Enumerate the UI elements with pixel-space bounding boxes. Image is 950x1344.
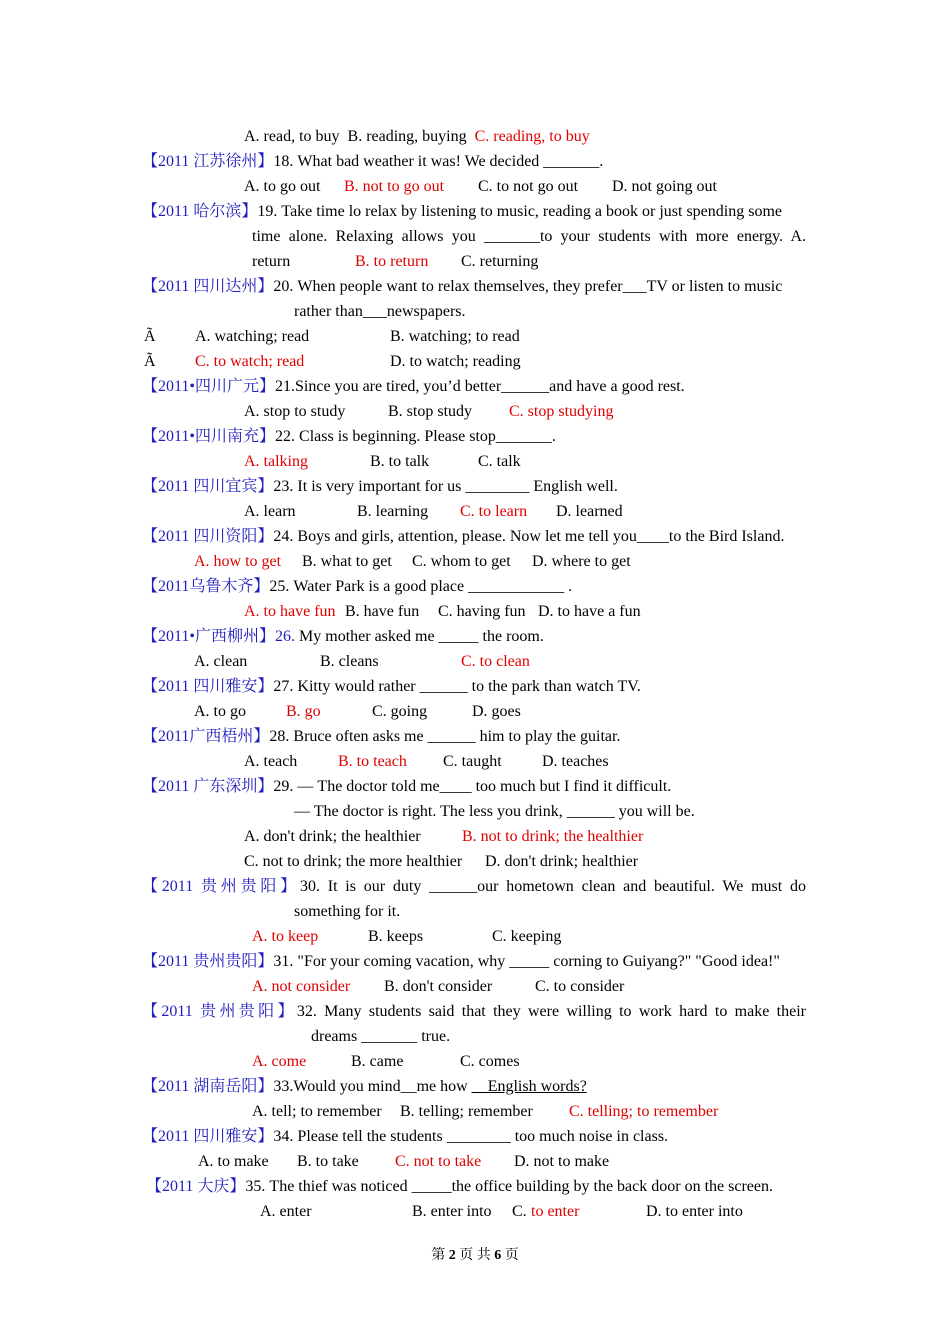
q33-source: 【2011 湖南岳阳】 <box>142 1078 274 1095</box>
footer-prefix: 第 <box>431 1248 449 1263</box>
q18-option-b-answer: B. not to go out <box>344 178 445 195</box>
q30-text-line2: something for it. <box>294 903 401 920</box>
q28-text: 28. Bruce often asks me ______ him to play the guitar. <box>269 728 621 745</box>
q20-bullet-2: Ã <box>144 353 156 370</box>
q34-question <box>142 1127 668 1147</box>
q33-option-c-answer: C. telling; to remember <box>569 1103 719 1120</box>
q28-question <box>142 727 620 747</box>
q32-text-line2: dreams _______ true. <box>311 1028 451 1045</box>
q20-option-d: D. to watch; reading <box>390 353 521 370</box>
q35-option-c-label: C. <box>512 1203 527 1220</box>
q35-option-a: A. enter <box>260 1203 312 1220</box>
q35-source: 【2011 大庆】 <box>146 1178 246 1195</box>
q33-option-a: A. tell; to remember <box>252 1103 382 1120</box>
q19-option-a: return <box>252 253 291 270</box>
footer-page-number: 2 <box>448 1248 456 1263</box>
q18-option-c: C. to not go out <box>478 178 579 195</box>
q17-option-a: A. read, to buy <box>244 128 340 145</box>
q22-option-b: B. to talk <box>370 453 430 470</box>
q24-option-a-answer: A. how to get <box>194 553 282 570</box>
q31-option-a-answer: A. not consider <box>252 978 351 995</box>
q27-source: 【2011 四川雅安】 <box>142 678 274 695</box>
q26-source: 【2011•广西柳州】 <box>142 628 276 645</box>
q25-option-a-answer: A. to have fun <box>244 603 336 620</box>
q18-option-d: D. not going out <box>612 178 717 195</box>
q24-option-b: B. what to get <box>302 553 392 570</box>
q31-question <box>142 952 780 972</box>
q25-option-c: C. having fun <box>438 603 526 620</box>
q34-option-c-answer: C. not to take <box>395 1153 482 1170</box>
q20-source: 【2011 四川达州】 <box>142 278 274 295</box>
q30-text-line1: 30. It is our duty ______our hometown clean and beautiful. We must do <box>299 878 806 895</box>
q29-option-a: A. don't drink; the healthier <box>244 828 421 845</box>
q21-text: 21.Since you are tired, you’d better______and have a good rest. <box>275 378 685 395</box>
q33-option-b: B. telling; remember <box>400 1103 533 1120</box>
q22-option-a-answer: A. talking <box>244 453 308 470</box>
q33-text: 33.Would you mind__me how <box>273 1078 472 1095</box>
q24-question <box>142 527 784 547</box>
q30-option-a-answer: A. to keep <box>252 928 319 945</box>
q35-option-d: D. to enter into <box>646 1203 743 1220</box>
q22-question <box>142 427 556 447</box>
q20-text-line2: rather than___newspapers. <box>294 303 466 320</box>
q31-option-b: B. don't consider <box>384 978 493 995</box>
q20-text-line1: 20. When people want to relax themselves, they prefer___TV or listen to music <box>273 278 783 295</box>
q19-question <box>142 202 782 222</box>
q24-option-c: C. whom to get <box>412 553 511 570</box>
q34-option-b: B. to take <box>297 1153 359 1170</box>
q32-source: 【2011 贵州贵阳】 <box>142 1003 297 1020</box>
q20-option-c-answer: C. to watch; read <box>195 353 305 370</box>
q21-source: 【2011•四川广元】 <box>142 378 276 395</box>
q17-options <box>244 127 590 147</box>
q28-option-a: A. teach <box>244 753 298 770</box>
q32-question <box>142 1002 806 1022</box>
q29-text-line2: — The doctor is right. The less you drink, ______ you will be. <box>294 803 695 820</box>
q33-question <box>142 1077 587 1097</box>
q27-text: 27. Kitty would rather ______ to the park than watch TV. <box>273 678 641 695</box>
q23-text: 23. It is very important for us ________ English well. <box>273 478 618 495</box>
q26-question <box>142 627 544 647</box>
q23-source: 【2011 四川宜宾】 <box>142 478 274 495</box>
q25-source: 【2011乌鲁木齐】 <box>142 578 270 595</box>
q32-option-b: B. came <box>351 1053 404 1070</box>
q26-option-a: A. clean <box>194 653 248 670</box>
q18-question <box>142 152 603 172</box>
q19-text-line1: 19. Take time lo relax by listening to music, reading a book or just spending some <box>257 203 782 220</box>
q30-option-c: C. keeping <box>492 928 562 945</box>
footer-middle: 页 共 <box>455 1248 495 1263</box>
q25-option-d: D. to have a fun <box>538 603 641 620</box>
q25-question <box>142 577 572 597</box>
q18-text: 18. What bad weather it was! We decided _______. <box>273 153 604 170</box>
q24-text: 24. Boys and girls, attention, please. Now let me tell you____to the Bird Island. <box>273 528 785 545</box>
q26-option-c-answer: C. to clean <box>461 653 530 670</box>
q32-text-line1: 32. Many students said that they were willing to work hard to make their <box>296 1003 806 1020</box>
q20-option-b: B. watching; to read <box>390 328 520 345</box>
q25-text: 25. Water Park is a good place ____________ . <box>269 578 573 595</box>
q21-option-c-answer: C. stop studying <box>509 403 614 420</box>
q32-option-c: C. comes <box>460 1053 520 1070</box>
q35-text: 35. The thief was noticed _____the office building by the back door on the screen. <box>245 1178 773 1195</box>
q32-option-a-answer: A. come <box>252 1053 307 1070</box>
q19-source: 【2011 哈尔滨】 <box>142 203 258 220</box>
q27-option-c: C. going <box>372 703 428 720</box>
q25-option-b: B. have fun <box>345 603 420 620</box>
q33-text-underlined: __English words? <box>471 1078 587 1095</box>
q19-text-line2: time alone. Relaxing allows you _______to your students with more energy. A. <box>252 228 806 245</box>
q18-option-a: A. to go out <box>244 178 321 195</box>
q23-option-d: D. learned <box>556 503 623 520</box>
q20-option-a: A. watching; read <box>195 328 310 345</box>
q28-option-c: C. taught <box>443 753 502 770</box>
q24-option-d: D. where to get <box>532 553 631 570</box>
q34-source: 【2011 四川雅安】 <box>142 1128 274 1145</box>
footer-total-pages: 6 <box>494 1248 502 1263</box>
q24-source: 【2011 四川资阳】 <box>142 528 274 545</box>
q28-source: 【2011广西梧州】 <box>142 728 270 745</box>
q27-option-d: D. goes <box>472 703 521 720</box>
q19-option-b-answer: B. to return <box>355 253 429 270</box>
q23-option-b: B. learning <box>357 503 429 520</box>
q26-option-b: B. cleans <box>320 653 379 670</box>
q34-text: 34. Please tell the students ________ too much noise in class. <box>273 1128 669 1145</box>
q31-option-c: C. to consider <box>535 978 625 995</box>
q35-option-c-answer: to enter <box>531 1203 580 1220</box>
q34-option-a: A. to make <box>198 1153 269 1170</box>
q21-question <box>142 377 685 397</box>
q21-option-a: A. stop to study <box>244 403 346 420</box>
q29-question <box>142 777 671 797</box>
page-footer <box>0 1247 950 1265</box>
footer-suffix: 页 <box>501 1248 519 1263</box>
q23-option-c-answer: C. to learn <box>460 503 528 520</box>
q30-question <box>142 877 806 897</box>
q29-text-line1: 29. — The doctor told me____ too much but I find it difficult. <box>273 778 672 795</box>
q31-source: 【2011 贵州贵阳】 <box>142 953 274 970</box>
q27-option-b-answer: B. go <box>286 703 321 720</box>
q18-source: 【2011 江苏徐州】 <box>142 153 274 170</box>
q22-text: 22. Class is beginning. Please stop_______. <box>275 428 556 445</box>
q27-question <box>142 677 641 697</box>
q31-text: 31. "For your coming vacation, why _____ corning to Guiyang?" "Good idea!" <box>273 953 780 970</box>
q28-option-b-answer: B. to teach <box>338 753 407 770</box>
q20-bullet-1: Ã <box>144 328 156 345</box>
q30-source: 【2011 贵州贵阳】 <box>142 878 300 895</box>
q26-number: 26. <box>275 628 296 645</box>
q35-question <box>146 1177 773 1197</box>
q28-option-d: D. teaches <box>542 753 609 770</box>
q21-option-b: B. stop study <box>388 403 473 420</box>
q17-option-c-answer: C. reading, to buy <box>474 128 590 145</box>
q29-option-c: C. not to drink; the more healthier <box>244 853 463 870</box>
q29-option-d: D. don't drink; healthier <box>485 853 639 870</box>
q22-option-c: C. talk <box>478 453 521 470</box>
q29-option-b-answer: B. not to drink; the healthier <box>462 828 644 845</box>
q19-option-c: C. returning <box>461 253 539 270</box>
q20-question <box>142 277 782 297</box>
q23-option-a: A. learn <box>244 503 296 520</box>
q29-source: 【2011 广东深圳】 <box>142 778 274 795</box>
q30-option-b: B. keeps <box>368 928 424 945</box>
q35-option-b: B. enter into <box>412 1203 492 1220</box>
q23-question <box>142 477 618 497</box>
q22-source: 【2011•四川南充】 <box>142 428 276 445</box>
q34-option-d: D. not to make <box>514 1153 610 1170</box>
q26-text: My mother asked me _____ the room. <box>295 628 544 645</box>
q17-option-b: B. reading, buying <box>347 128 467 145</box>
q27-option-a: A. to go <box>194 703 246 720</box>
